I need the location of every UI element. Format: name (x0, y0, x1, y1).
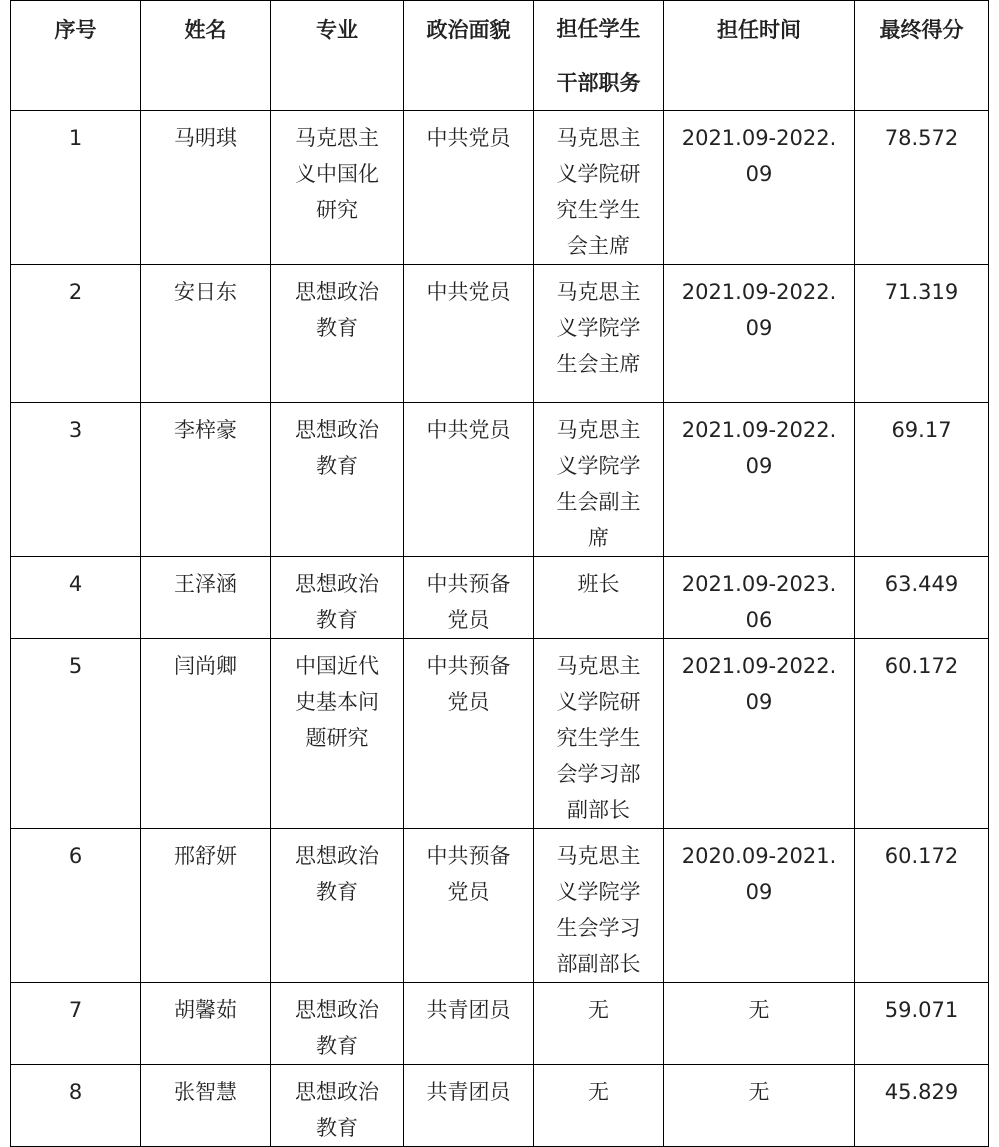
cell-score: 45.829 (855, 1065, 989, 1147)
cell-score: 60.172 (855, 829, 989, 983)
cell-score: 69.17 (855, 403, 989, 557)
cell-position: 马克思主 义学院研 究生学生 会学习部 副部长 (534, 639, 664, 829)
cell-position: 马克思主 义学院学 生会学习 部副部长 (534, 829, 664, 983)
cell-major: 思想政治 教育 (271, 1065, 404, 1147)
cell-major: 中国近代 史基本问 题研究 (271, 639, 404, 829)
cell-political-status: 中共党员 (404, 265, 534, 403)
cell-position: 无 (534, 1065, 664, 1147)
header-position: 担任学生 干部职务 (534, 1, 664, 111)
cell-major: 思想政治 教育 (271, 403, 404, 557)
table-row (11, 265, 989, 403)
header-political-status: 政治面貌 (404, 1, 534, 111)
cell-term: 2021.09-2022. 09 (664, 639, 855, 829)
cell-no: 5 (11, 639, 141, 829)
cell-political-status: 中共预备 党员 (404, 639, 534, 829)
cell-name: 马明琪 (141, 111, 271, 265)
cell-term: 2021.09-2023. 06 (664, 557, 855, 639)
cell-major: 马克思主 义中国化 研究 (271, 111, 404, 265)
cell-major: 思想政治 教育 (271, 557, 404, 639)
cell-no: 8 (11, 1065, 141, 1147)
cell-term: 2021.09-2022. 09 (664, 111, 855, 265)
cell-term: 2021.09-2022. 09 (664, 265, 855, 403)
cell-name: 李梓豪 (141, 403, 271, 557)
cell-position: 班长 (534, 557, 664, 639)
cell-term: 无 (664, 1065, 855, 1147)
cell-political-status: 中共预备 党员 (404, 829, 534, 983)
cell-score: 59.071 (855, 983, 989, 1065)
table-row (11, 829, 989, 983)
cell-political-status: 中共党员 (404, 111, 534, 265)
cell-major: 思想政治 教育 (271, 265, 404, 403)
cell-name: 张智慧 (141, 1065, 271, 1147)
cell-political-status: 共青团员 (404, 1065, 534, 1147)
cell-position: 无 (534, 983, 664, 1065)
cell-term: 无 (664, 983, 855, 1065)
table-row (11, 111, 989, 265)
cell-no: 1 (11, 111, 141, 265)
cell-major: 思想政治 教育 (271, 829, 404, 983)
cell-term: 2020.09-2021. 09 (664, 829, 855, 983)
cell-no: 4 (11, 557, 141, 639)
header-score: 最终得分 (855, 1, 989, 111)
table-row (11, 639, 989, 829)
cell-name: 王泽涵 (141, 557, 271, 639)
header-name: 姓名 (141, 1, 271, 111)
cell-name: 胡馨茹 (141, 983, 271, 1065)
header-no: 序号 (11, 1, 141, 111)
cell-major: 思想政治 教育 (271, 983, 404, 1065)
table-row (11, 1065, 989, 1147)
cell-name: 闫尚卿 (141, 639, 271, 829)
cell-position: 马克思主 义学院学 生会主席 (534, 265, 664, 403)
cell-position: 马克思主 义学院学 生会副主 席 (534, 403, 664, 557)
table-row (11, 403, 989, 557)
cell-no: 3 (11, 403, 141, 557)
cell-political-status: 中共预备 党员 (404, 557, 534, 639)
cell-no: 2 (11, 265, 141, 403)
cell-no: 6 (11, 829, 141, 983)
cell-term: 2021.09-2022. 09 (664, 403, 855, 557)
cell-no: 7 (11, 983, 141, 1065)
cell-score: 63.449 (855, 557, 989, 639)
cell-name: 安日东 (141, 265, 271, 403)
cell-position: 马克思主 义学院研 究生学生 会主席 (534, 111, 664, 265)
cell-political-status: 共青团员 (404, 983, 534, 1065)
table-row (11, 557, 989, 639)
header-major: 专业 (271, 1, 404, 111)
student-ranking-table (10, 0, 989, 1147)
cell-score: 78.572 (855, 111, 989, 265)
table-header-row (11, 1, 989, 111)
cell-political-status: 中共党员 (404, 403, 534, 557)
header-term: 担任时间 (664, 1, 855, 111)
cell-score: 71.319 (855, 265, 989, 403)
cell-name: 邢舒妍 (141, 829, 271, 983)
cell-score: 60.172 (855, 639, 989, 829)
table-row (11, 983, 989, 1065)
